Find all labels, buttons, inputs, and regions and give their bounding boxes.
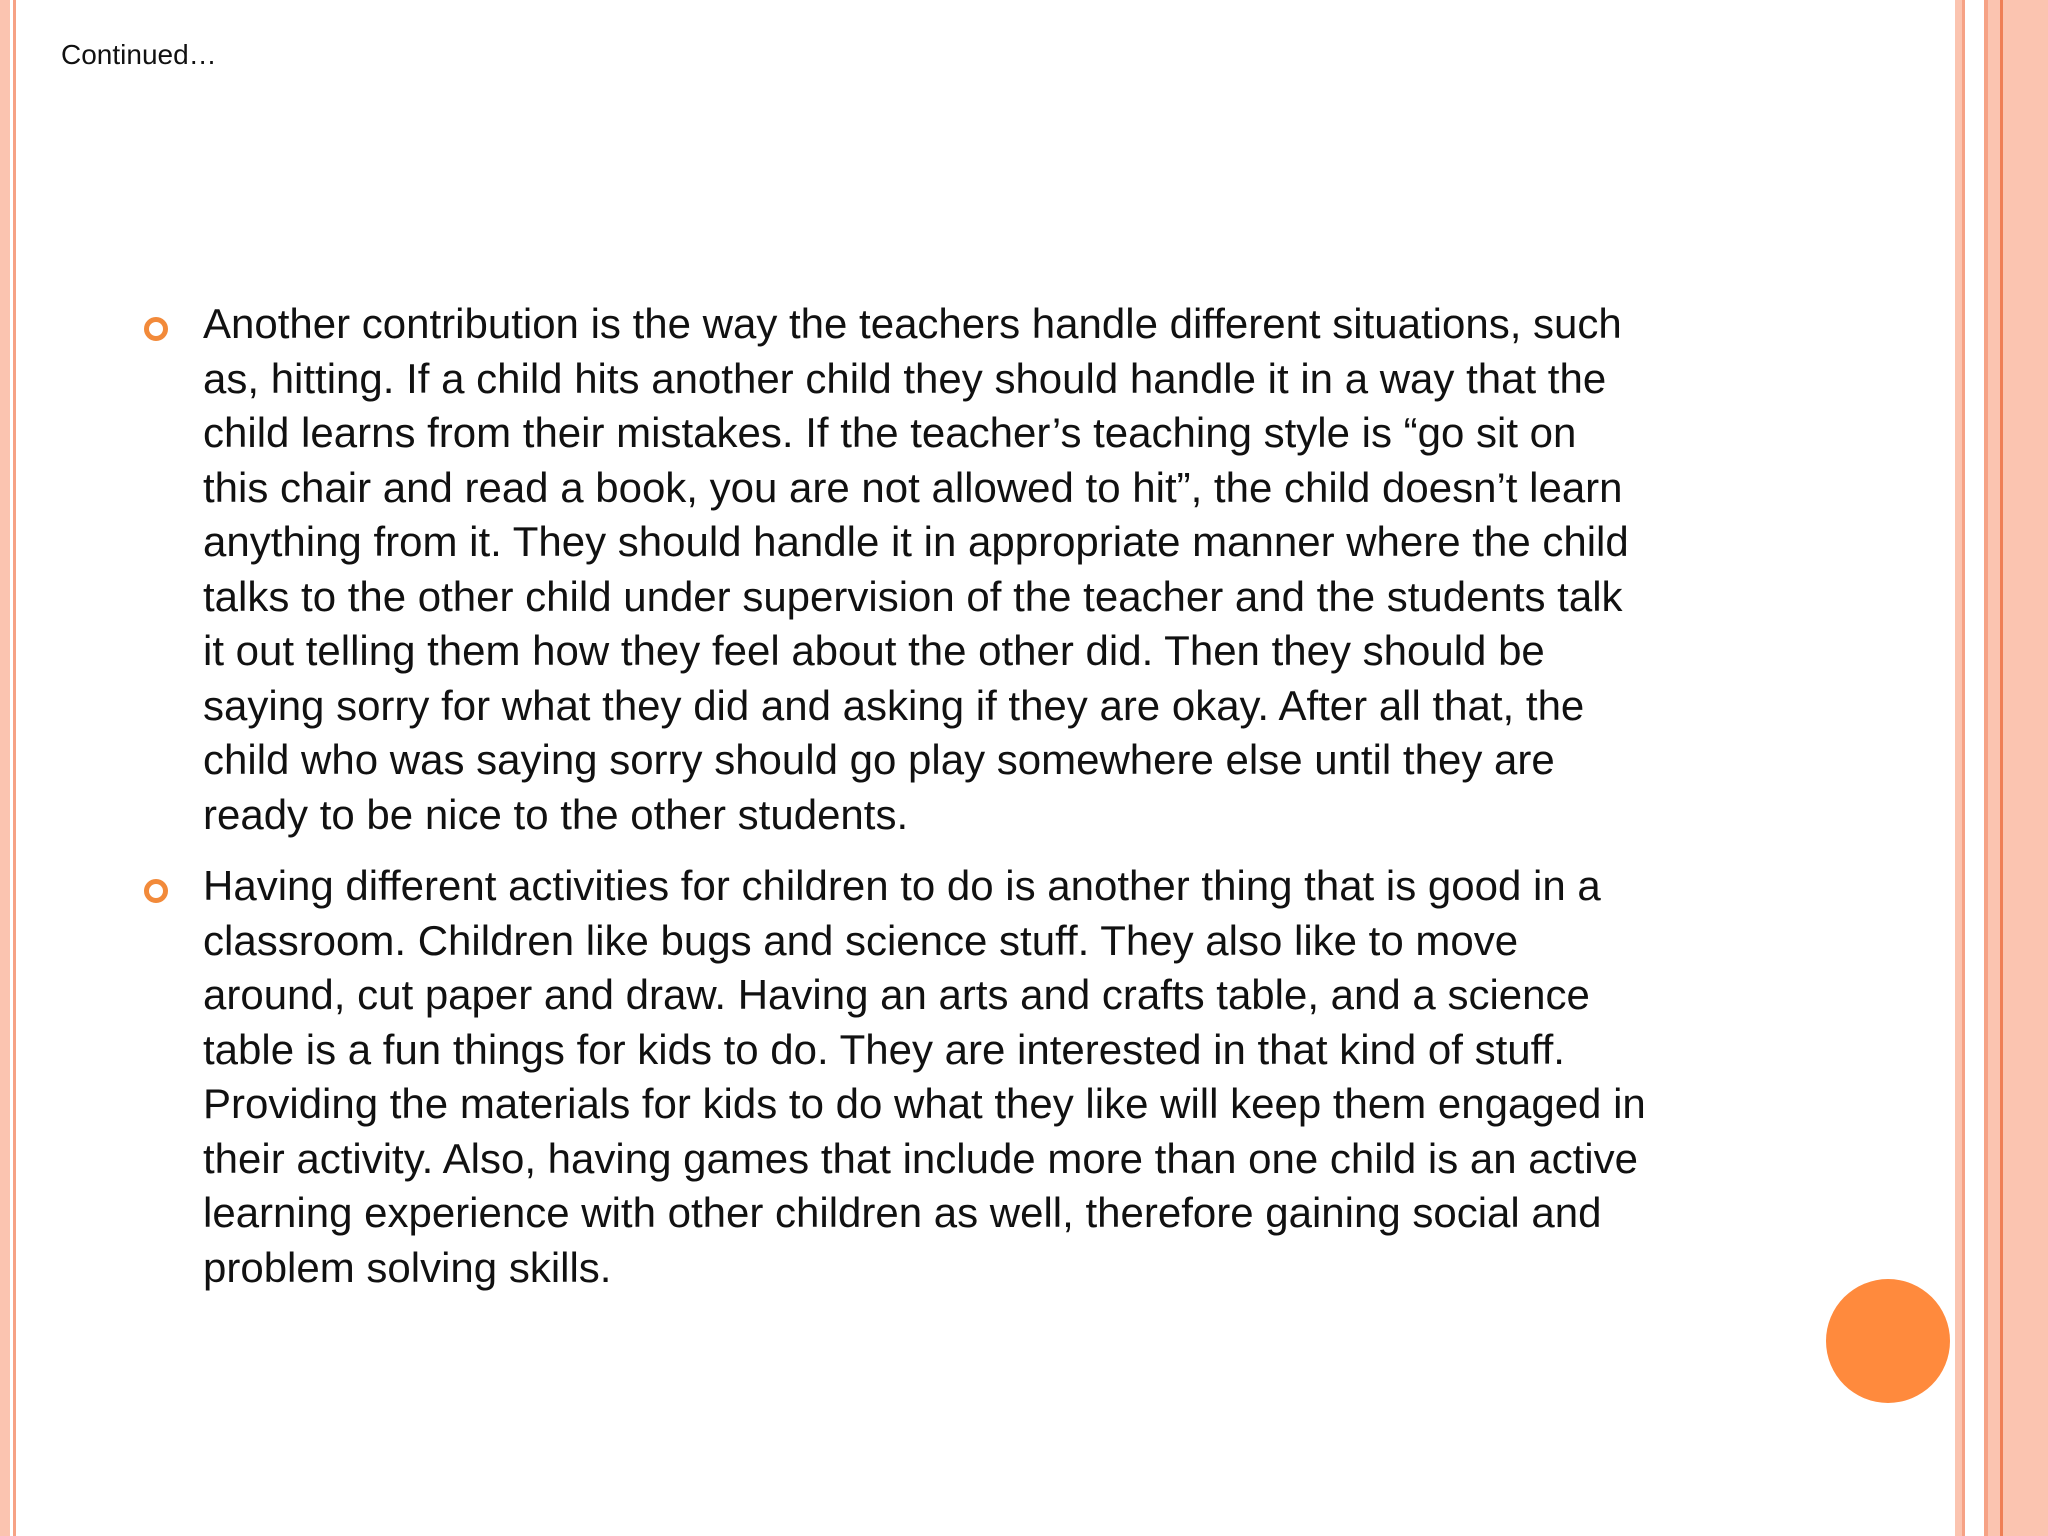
ring-bullet-icon	[144, 879, 168, 903]
right-border-decoration	[1955, 0, 2048, 1536]
left-border-decoration	[0, 0, 22, 1536]
bullet-text: Having different activities for children to do is another thing that is good in a classroom. Children like bugs and science stuff. They also like to move around, cut paper and draw. Having an arts and crafts table, and a science table is a fun things for kids to do. They are interested in that kind of stuff. Providing the materials for kids to do what they like will keep them engaged in their activity. Also, having games that include more than one child is an active learning experience with other children as well, therefore gaining social and problem solving skills.	[203, 862, 1646, 1291]
bullet-item	[140, 297, 1780, 842]
bullet-list	[140, 297, 1780, 1312]
decorative-circle	[1826, 1279, 1950, 1403]
left-border-stripe	[0, 0, 10, 1536]
left-border-stripe	[13, 0, 16, 1536]
right-border-stripe	[1988, 0, 2000, 1536]
right-border-stripe	[1962, 0, 1965, 1536]
bullet-text: Another contribution is the way the teachers handle different situations, such as, hitting. If a child hits another child they should handle it in a way that the child learns from their mistakes. If the teacher’s teaching style is “go sit on this chair and read a book, you are not allowed to hit”, the child doesn’t learn anything from it. They should handle it in appropriate manner where the child talks to the other child under supervision of the teacher and the students talk it out telling them how they feel about the other did. Then they should be saying sorry for what they did and asking if they are okay. After all that, the child who was saying sorry should go play somewhere else until they are ready to be nice to the other students.	[203, 300, 1629, 838]
right-border-stripe	[2003, 0, 2048, 1536]
ring-bullet-icon	[144, 317, 168, 341]
slide-label: Continued…	[61, 39, 217, 70]
bullet-item	[140, 859, 1780, 1295]
right-border-stripe	[1955, 0, 1962, 1536]
